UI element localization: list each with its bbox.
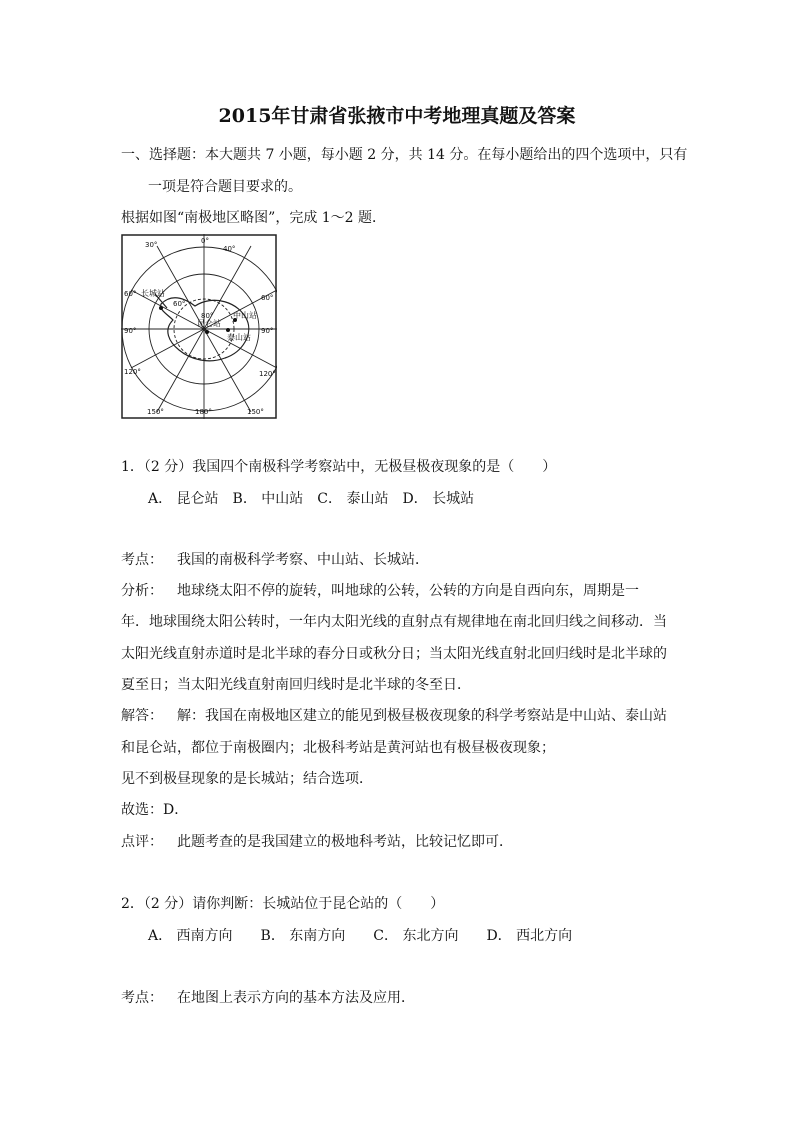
label-90e: 90° [261, 327, 274, 335]
q1-fenxi-1: 地球绕太阳不停的旋转，叫地球的公转，公转的方向是自西向东，周期是一 [177, 583, 639, 599]
q1-kaodian-label: 考点： [121, 552, 163, 568]
label-90w: 90° [124, 327, 137, 335]
section-heading: 一、选择题：本大题共 7 小题，每小题 2 分，共 14 分。在每小题给出的四个选项中，只有 [121, 147, 688, 163]
q1-answer: 故选：D． [121, 802, 189, 818]
q1-fenxi-row [121, 582, 639, 600]
q2-kaodian-row [121, 989, 415, 1007]
label-120e: 120° [259, 370, 276, 378]
label-120w: 120° [124, 368, 141, 376]
label-180deg: 180° [195, 408, 212, 416]
station-zhongshan: 中山站 [233, 311, 257, 320]
station-dot-kunlun [205, 330, 209, 334]
label-60s: 60° [173, 300, 186, 308]
q2-kaodian: 在地图上表示方向的基本方法及应用． [177, 990, 415, 1006]
q1-jieda-label: 解答： [121, 708, 163, 724]
q1-jieda-1: 解：我国在南极地区建立的能见到极昼极夜现象的科学考察站是中山站、泰山站 [177, 708, 667, 724]
map-intro: 根据如图“南极地区略图”，完成 1～2 题． [121, 210, 387, 226]
q1-jieda-3: 见不到极昼现象的是长城站；结合选项． [121, 771, 373, 787]
q1-dianping-label: 点评： [121, 834, 163, 850]
label-80s: 80° [201, 312, 214, 320]
label-30w: 30° [145, 241, 158, 249]
q1-fenxi-label: 分析： [121, 583, 163, 599]
q1-jieda-row [121, 707, 667, 725]
page-title: 2015年甘肃省张掖市中考地理真题及答案 [218, 105, 576, 127]
station-taishan: 泰山站 [227, 333, 251, 342]
q1-stem: 1．（2 分）我国四个南极科学考察站中，无极昼极夜现象的是（ ） [121, 459, 557, 475]
q1-options: A． 昆仑站 B． 中山站 C． 泰山站 D． 长城站 [148, 491, 475, 507]
q1-fenxi-2: 年．地球围绕太阳公转时，一年内太阳光线的直射点有规律地在南北回归线之间移动．当 [121, 614, 667, 630]
label-60e: 60° [261, 294, 274, 302]
q1-fenxi-4: 夏至日；当太阳光线直射南回归线时是北半球的冬至日． [121, 677, 471, 693]
label-150e: 150° [247, 408, 264, 416]
label-60w: 60° [124, 290, 137, 298]
station-changcheng: 长城站 [141, 289, 165, 298]
label-0deg: 0° [201, 237, 209, 245]
q1-dianping: 此题考查的是我国建立的极地科考站，比较记忆即可． [177, 834, 513, 850]
q1-dianping-row [121, 833, 513, 851]
q1-kaodian: 我国的南极科学考察、中山站、长城站． [177, 552, 429, 568]
q2-stem: 2．（2 分）请你判断：长城站位于昆仑站的（ ） [121, 896, 445, 912]
section-heading-cont: 一项是符合题目要求的。 [148, 179, 302, 195]
label-40e: 40° [223, 245, 236, 253]
q1-kaodian-row [121, 551, 429, 569]
q2-kaodian-label: 考点： [121, 990, 163, 1006]
antarctica-map [121, 234, 277, 419]
station-kunlun: 昆仑站 [197, 319, 221, 328]
station-dot-taishan [226, 328, 230, 332]
label-150w: 150° [147, 408, 164, 416]
q1-fenxi-3: 太阳光线直射赤道时是北半球的春分日或秋分日；当太阳光线直射北回归线时是北半球的 [121, 646, 667, 662]
q2-options: A． 西南方向 B． 东南方向 C． 东北方向 D． 西北方向 [148, 928, 573, 944]
q1-jieda-2: 和昆仑站，都位于南极圈内；北极科考站是黄河站也有极昼极夜现象； [121, 740, 555, 756]
station-dot-changcheng [159, 306, 163, 310]
